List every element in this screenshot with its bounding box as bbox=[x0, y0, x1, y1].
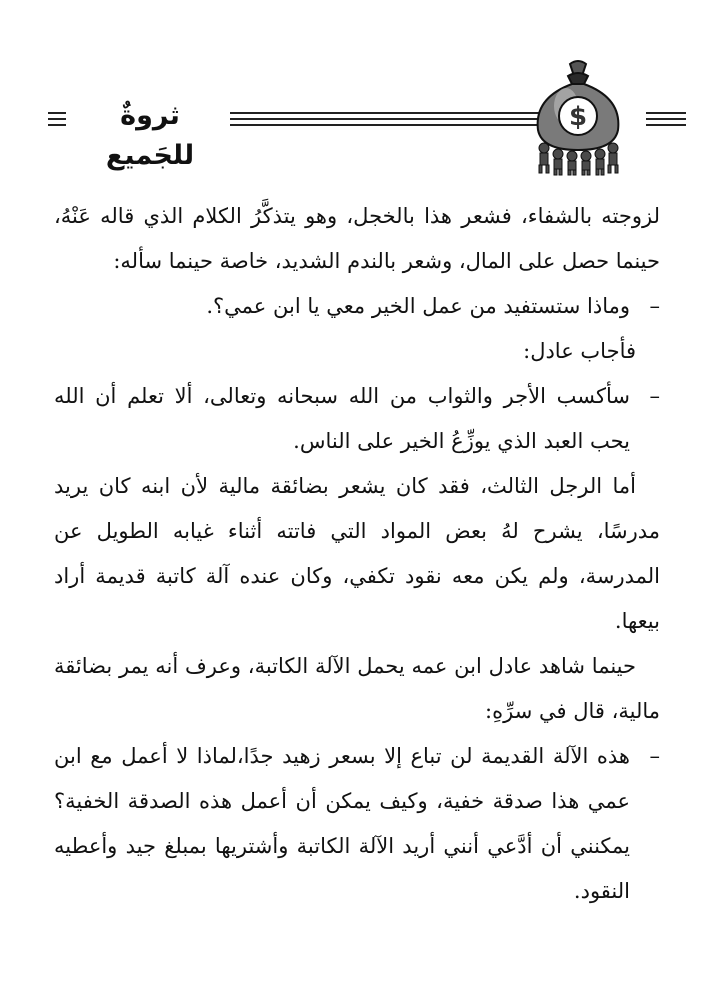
dialogue-1-text: وماذا ستستفيد من عمل الخير معي يا ابن عمي؟. bbox=[206, 294, 630, 318]
dialogue-dash: – bbox=[649, 294, 660, 318]
dialogue-2 bbox=[54, 374, 660, 464]
decorative-rule-middle bbox=[230, 112, 550, 126]
book-title: ثروةٌ للجَميع bbox=[105, 100, 195, 171]
dialogue-2-text: سأكسب الأجر والثواب من الله سبحانه وتعالى، ألا تعلم أن الله يحب العبد الذي يوزِّعُ الخير على الناس. bbox=[54, 384, 630, 453]
paragraph-3: أما الرجل الثالث، فقد كان يشعر بضائقة مالية لأن ابنه كان يريد مدرسًا، يشرح لهُ بعض المواد التي فاتته أثناء غيابه الطويل عن المدرسة، ولم يكن معه نقود تكفي، وكان عنده آلة كاتبة قديمة أراد بيعها. bbox=[54, 474, 660, 633]
money-bag-logo-icon bbox=[518, 58, 638, 176]
page-body bbox=[54, 194, 660, 914]
dialogue-3 bbox=[54, 734, 660, 914]
dialogue-dash: – bbox=[649, 384, 660, 408]
paragraph-1: لزوجته بالشفاء، فشعر هذا بالخجل، وهو يتذكَّرُ الكلام الذي قاله عَنْهُ، حينما حصل على المال، وشعر بالندم الشديد، خاصة حينما سأله: bbox=[54, 204, 660, 273]
paragraph-2: فأجاب عادل: bbox=[523, 339, 636, 363]
page-header bbox=[48, 58, 678, 178]
paragraph-4: حينما شاهد عادل ابن عمه يحمل الآلة الكاتبة، وعرف أنه يمر بضائقة مالية، قال في سرِّهِ: bbox=[54, 654, 660, 723]
decorative-rule-right bbox=[646, 112, 686, 126]
dialogue-dash: – bbox=[649, 744, 660, 768]
svg-text:$: $ bbox=[568, 102, 588, 132]
dialogue-1 bbox=[54, 284, 660, 329]
decorative-rule-left bbox=[48, 112, 66, 126]
dialogue-3-text: هذه الآلة القديمة لن تباع إلا بسعر زهيد جدًا،لماذا لا أعمل مع ابن عمي هذا صدقة خفية، وكيف يمكن أن أعمل هذه الصدقة الخفية؟ يمكنني أن أدَّعي أنني أريد الآلة الكاتبة وأشتريها بمبلغ جيد وأعطيه النقود. bbox=[54, 744, 630, 903]
